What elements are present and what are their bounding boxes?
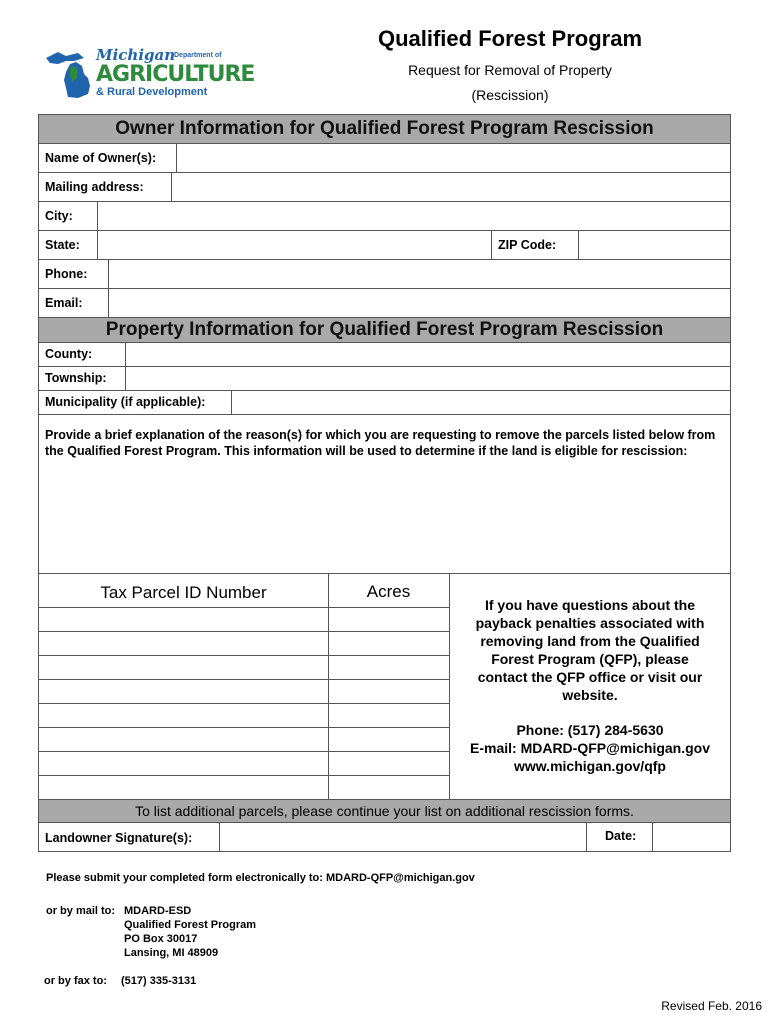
phone-row: [38, 260, 731, 289]
township-label: Township:: [45, 371, 107, 385]
acres-cell[interactable]: [329, 728, 449, 750]
city-label: City:: [45, 209, 73, 223]
mailing-field[interactable]: [172, 173, 730, 201]
contact-phone: Phone: (517) 284-5630: [516, 722, 664, 738]
additional-parcels-note: To list additional parcels, please continue your list on additional rescission forms.: [38, 800, 731, 823]
mail-line: PO Box 30017: [124, 933, 198, 945]
acres-cell[interactable]: [329, 656, 449, 678]
zip-label: ZIP Code:: [498, 238, 557, 252]
email-field[interactable]: [109, 289, 730, 317]
property-section-heading: Property Information for Qualified Forest Program Rescission: [38, 318, 731, 343]
email-label: Email:: [45, 296, 83, 310]
city-row: [38, 202, 731, 231]
signature-label: Landowner Signature(s):: [45, 831, 193, 845]
township-row: [38, 367, 731, 391]
table-row[interactable]: [39, 752, 328, 774]
table-row[interactable]: [39, 632, 328, 654]
municipality-field[interactable]: [232, 391, 730, 414]
form-title: Qualified Forest Program: [377, 26, 643, 51]
state-field[interactable]: [98, 231, 490, 259]
mail-label: or by mail to:: [46, 905, 116, 917]
acres-cell[interactable]: [329, 704, 449, 726]
info-line: removing land from the Qualified: [480, 633, 700, 649]
logo-department: Department of: [174, 52, 222, 59]
contact-email[interactable]: E-mail: MDARD-QFP@michigan.gov: [470, 740, 710, 756]
logo-agriculture: AGRICULTURE: [96, 62, 255, 87]
explanation-box[interactable]: [38, 414, 731, 574]
acres-cell[interactable]: [329, 632, 449, 654]
logo-rural: & Rural Development: [96, 86, 208, 98]
form-subtitle-rescission: (Rescission): [471, 87, 549, 103]
form-subtitle: Request for Removal of Property: [408, 62, 612, 78]
qfp-info-panel: [449, 596, 731, 775]
state-label: State:: [45, 238, 80, 252]
table-row[interactable]: [39, 656, 328, 678]
mailing-row: [38, 173, 731, 202]
zip-field[interactable]: [579, 231, 730, 259]
info-line: payback penalties associated with: [475, 615, 705, 631]
info-line: If you have questions about the: [484, 597, 696, 613]
mail-line: MDARD-ESD: [124, 905, 192, 917]
municipality-label: Municipality (if applicable):: [45, 395, 206, 409]
acres-cell[interactable]: [329, 776, 449, 798]
acres-cell[interactable]: [329, 680, 449, 702]
signature-row: [38, 823, 731, 852]
owner-name-field[interactable]: [177, 144, 730, 172]
table-row[interactable]: [39, 776, 328, 798]
municipality-row: [38, 391, 731, 415]
acres-cell[interactable]: [329, 608, 449, 630]
table-row[interactable]: [39, 680, 328, 702]
explanation-prompt: Provide a brief explanation of the reason(s) for which you are requesting to remove the parcels listed below from the Qualified Forest Program. This information will be used to determine if the land is eligible for rescission:: [45, 428, 716, 458]
mail-line: Lansing, MI 48909: [124, 947, 219, 959]
table-row[interactable]: [39, 608, 328, 630]
date-label: Date:: [605, 829, 637, 843]
fax-label: or by fax to:: [44, 975, 107, 987]
table-row[interactable]: [39, 728, 328, 750]
acres-cell[interactable]: [329, 752, 449, 774]
city-field[interactable]: [98, 202, 730, 230]
owner-section-heading: Owner Information for Qualified Forest Program Rescission: [38, 114, 731, 144]
fax-number: (517) 335-3131: [121, 975, 197, 987]
phone-field[interactable]: [109, 260, 730, 288]
township-field[interactable]: [126, 367, 730, 390]
state-row: [38, 231, 731, 260]
mail-line: Qualified Forest Program: [124, 919, 257, 931]
county-row: [38, 343, 731, 367]
table-row[interactable]: [39, 704, 328, 726]
mailing-label: Mailing address:: [45, 180, 144, 194]
info-line: Forest Program (QFP), please: [491, 651, 689, 667]
owner-name-label: Name of Owner(s):: [45, 151, 157, 165]
contact-website[interactable]: www.michigan.gov/qfp: [514, 758, 666, 774]
logo-michigan: Michigan: [96, 46, 176, 64]
info-line: contact the QFP office or visit our: [477, 669, 703, 685]
signature-field[interactable]: [220, 823, 586, 851]
county-field[interactable]: [126, 343, 730, 366]
submit-electronic: Please submit your completed form electronically to: MDARD-QFP@michigan.gov: [46, 872, 475, 884]
owner-name-row: [38, 144, 731, 173]
email-row: [38, 289, 731, 318]
revised-date: Revised Feb. 2016: [661, 999, 762, 1013]
acres-header: Acres: [366, 582, 411, 601]
county-label: County:: [45, 347, 93, 361]
phone-label: Phone:: [45, 267, 88, 281]
info-line: website.: [562, 687, 618, 703]
parcel-table: [38, 573, 731, 800]
date-field[interactable]: [653, 823, 730, 851]
mdard-logo: [44, 44, 255, 100]
parcel-id-header: Tax Parcel ID Number: [100, 583, 267, 602]
